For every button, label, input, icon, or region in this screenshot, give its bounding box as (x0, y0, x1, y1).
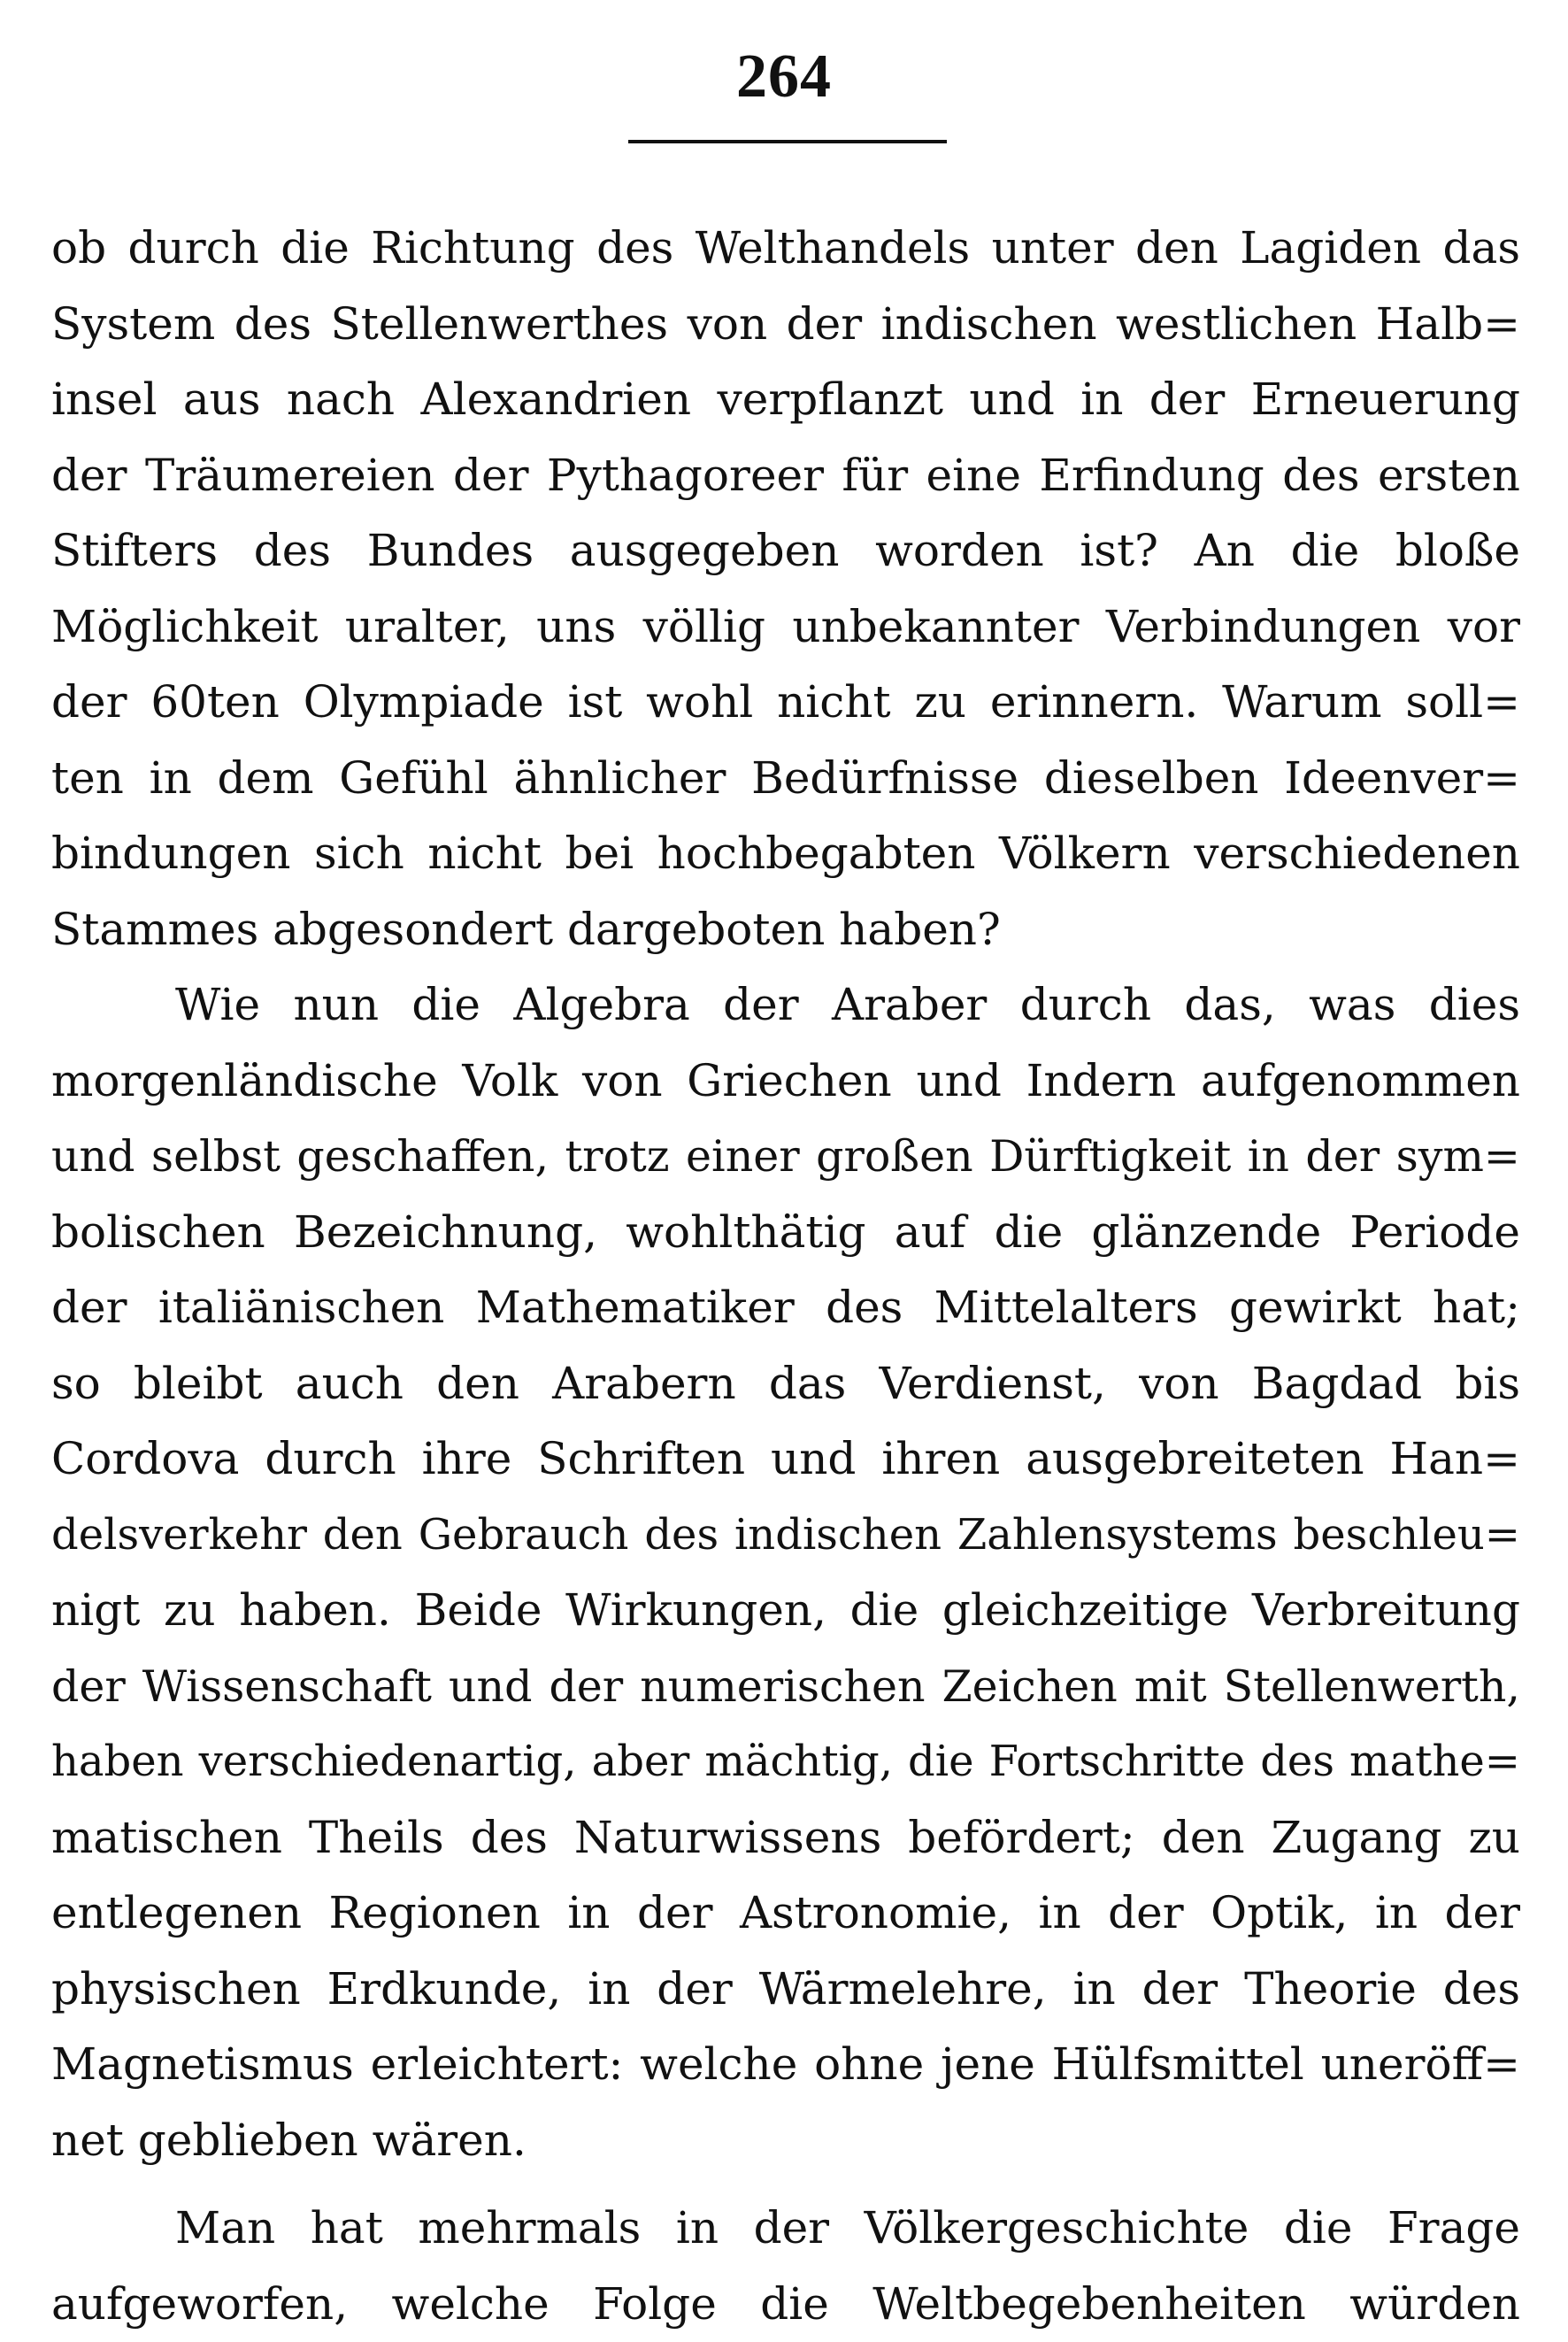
paragraph-gap (51, 2178, 1520, 2191)
text-line: ten in dem Gefühl ähnlicher Bedürfnisse dieselben Ideenver= (51, 741, 1520, 817)
text-line: bindungen sich nicht bei hochbegabten Völkern verschiedenen (51, 816, 1520, 892)
text-line: so bleibt auch den Arabern das Verdienst, von Bagdad bis (51, 1346, 1520, 1422)
text-line: Möglichkeit uralter, uns völlig unbekannter Verbindungen vor (51, 589, 1520, 666)
text-line: der 60ten Olympiade ist wohl nicht zu erinnern. Warum soll= (51, 665, 1520, 741)
text-line: Stifters des Bundes ausgegeben worden ist? An die bloße (51, 513, 1520, 589)
text-line: der italiänischen Mathematiker des Mittelalters gewirkt hat; (51, 1270, 1520, 1346)
text-line: morgenländische Volk von Griechen und Indern aufgenommen (51, 1044, 1520, 1120)
text-line: ob durch die Richtung des Welthandels unter den Lagiden das (51, 211, 1520, 287)
text-line: insel aus nach Alexandrien verpflanzt und in der Erneuerung (51, 362, 1520, 438)
text-line: Cordova durch ihre Schriften und ihren ausgebreiteten Han= (51, 1421, 1520, 1498)
paragraph (51, 2191, 1520, 2342)
page-number: 264 (0, 46, 1568, 108)
text-line: bolischen Bezeichnung, wohlthätig auf die glänzende Periode (51, 1195, 1520, 1271)
text-line: und selbst geschaffen, trotz einer großen Dürftigkeit in der sym= (51, 1119, 1520, 1195)
text-line: delsverkehr den Gebrauch des indischen Zahlensystems beschleu= (51, 1498, 1520, 1574)
text-line: der Träumereien der Pythagoreer für eine Erfindung des ersten (51, 438, 1520, 514)
paragraph (51, 211, 1520, 967)
text-line: physischen Erdkunde, in der Wärmelehre, in der Theorie des (51, 1952, 1520, 2028)
text-line: nigt zu haben. Beide Wirkungen, die gleichzeitige Verbreitung (51, 1573, 1520, 1649)
text-line: matischen Theils des Naturwissens befördert; den Zugang zu (51, 1800, 1520, 1876)
text-line: Wie nun die Algebra der Araber durch das, was dies (51, 967, 1520, 1044)
text-line: Man hat mehrmals in der Völkergeschichte die Frage (51, 2191, 1520, 2267)
header-rule (628, 140, 947, 143)
body-text (51, 211, 1520, 2342)
text-line: aufgeworfen, welche Folge die Weltbegebenheiten würden (51, 2267, 1520, 2342)
text-line: Magnetismus erleichtert: welche ohne jene Hülfsmittel uneröff= (51, 2027, 1520, 2103)
text-line: net geblieben wären. (51, 2103, 1520, 2179)
text-line: der Wissenschaft und der numerischen Zeichen mit Stellenwerth, (51, 1649, 1520, 1725)
paragraph (51, 967, 1520, 2178)
text-line: Stammes abgesondert dargeboten haben? (51, 892, 1520, 968)
text-line: System des Stellenwerthes von der indischen westlichen Halb= (51, 287, 1520, 363)
text-line: haben verschiedenartig, aber mächtig, die Fortschritte des mathe= (51, 1724, 1520, 1800)
text-line: entlegenen Regionen in der Astronomie, in der Optik, in der (51, 1876, 1520, 1952)
